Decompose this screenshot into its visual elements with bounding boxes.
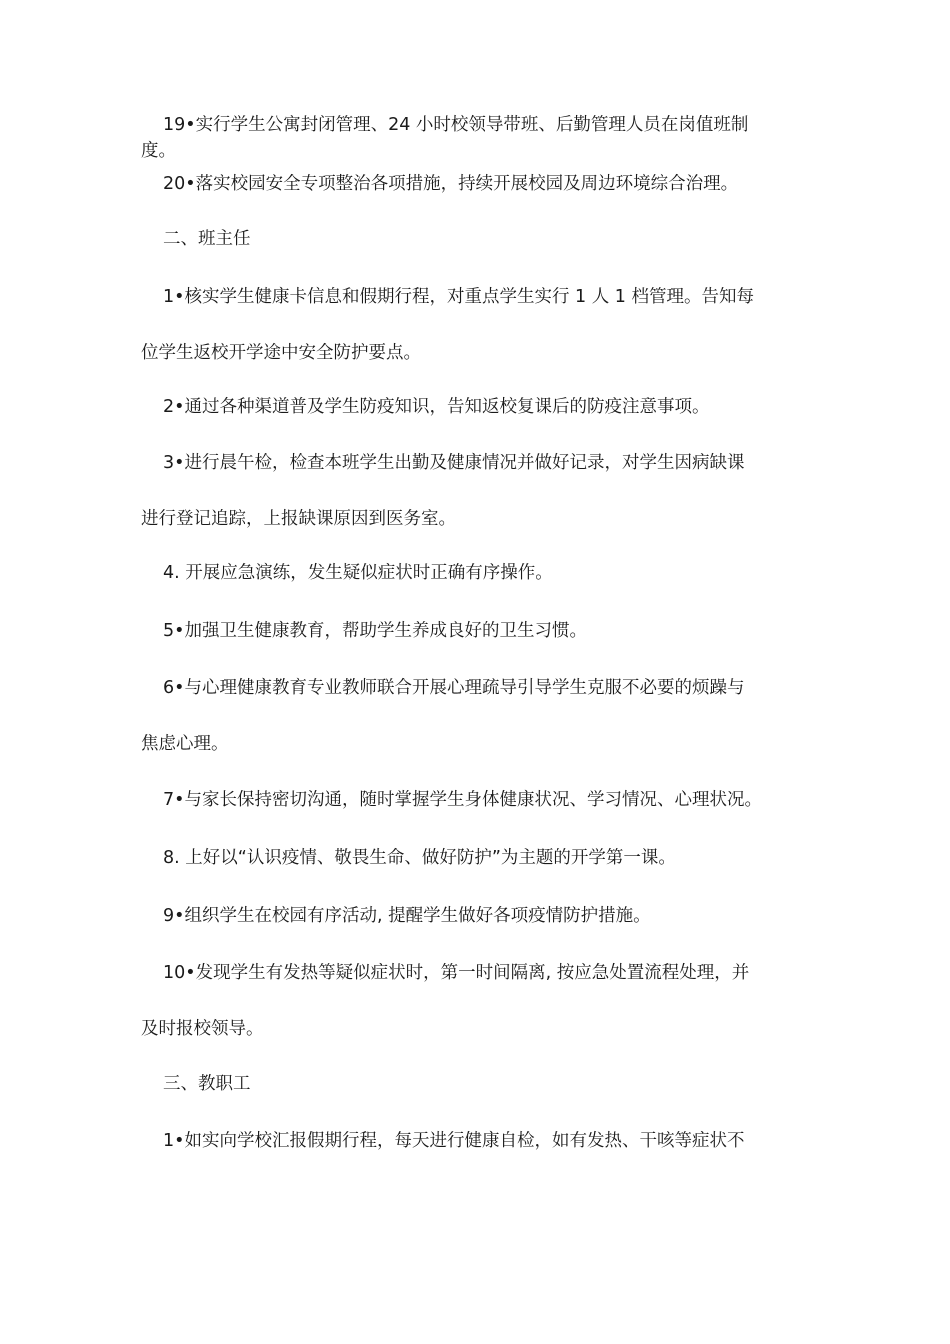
paragraph-line: 2•通过各种渠道普及学生防疫知识，告知返校复课后的防疫注意事项。: [163, 397, 710, 417]
paragraph-line: 19•实行学生公寓封闭管理、24 小时校领导带班、后勤管理人员在岗值班制: [163, 115, 749, 135]
paragraph-line: 位学生返校开学途中安全防护要点。: [141, 343, 421, 363]
teacher-item-5: [141, 618, 813, 644]
paragraph-20: [141, 171, 813, 197]
teacher-item-10: [141, 960, 813, 1042]
paragraph-line: 5•加强卫生健康教育，帮助学生养成良好的卫生习惯。: [163, 621, 587, 641]
paragraph-19: [141, 112, 813, 164]
paragraph-line: 焦虑心理。: [141, 734, 229, 754]
section-heading: 三、教职工: [163, 1074, 251, 1094]
paragraph-line: 20•落实校园安全专项整治各项措施，持续开展校园及周边环境综合治理。: [163, 174, 739, 194]
staff-item-1: [141, 1128, 813, 1154]
paragraph-line: 4. 开展应急演练，发生疑似症状时正确有序操作。: [163, 563, 553, 583]
section-heading-class-teacher: [141, 226, 813, 252]
paragraph-line: 7•与家长保持密切沟通，随时掌握学生身体健康状况、学习情况、心理状况。: [163, 790, 762, 810]
paragraph-line: 1•核实学生健康卡信息和假期行程，对重点学生实行 1 人 1 档管理。告知每: [163, 287, 754, 307]
section-heading-staff: [141, 1071, 813, 1097]
paragraph-line: 度。: [141, 141, 176, 161]
teacher-item-6: [141, 675, 813, 757]
teacher-item-9: [141, 903, 813, 929]
paragraph-line: 6•与心理健康教育专业教师联合开展心理疏导引导学生克服不必要的烦躁与: [163, 678, 745, 698]
teacher-item-1: [141, 284, 813, 366]
teacher-item-4: [141, 560, 813, 586]
paragraph-line: 10•发现学生有发热等疑似症状时，第一时间隔离, 按应急处置流程处理，并: [163, 963, 750, 983]
paragraph-line: 进行登记追踪，上报缺课原因到医务室。: [141, 509, 456, 529]
paragraph-line: 及时报校领导。: [141, 1019, 264, 1039]
teacher-item-3: [141, 450, 813, 532]
paragraph-line: 9•组织学生在校园有序活动, 提醒学生做好各项疫情防护措施。: [163, 906, 651, 926]
paragraph-line: 1•如实向学校汇报假期行程，每天进行健康自检，如有发热、干咳等症状不: [163, 1131, 745, 1151]
teacher-item-7: [141, 787, 813, 813]
paragraph-line: 3•进行晨午检，检查本班学生出勤及健康情况并做好记录，对学生因病缺课: [163, 453, 745, 473]
teacher-item-2: [141, 394, 813, 420]
paragraph-line: 8. 上好以“认识疫情、敬畏生命、做好防护”为主题的开学第一课。: [163, 848, 676, 868]
teacher-item-8: [141, 845, 813, 871]
section-heading: 二、班主任: [163, 229, 251, 249]
